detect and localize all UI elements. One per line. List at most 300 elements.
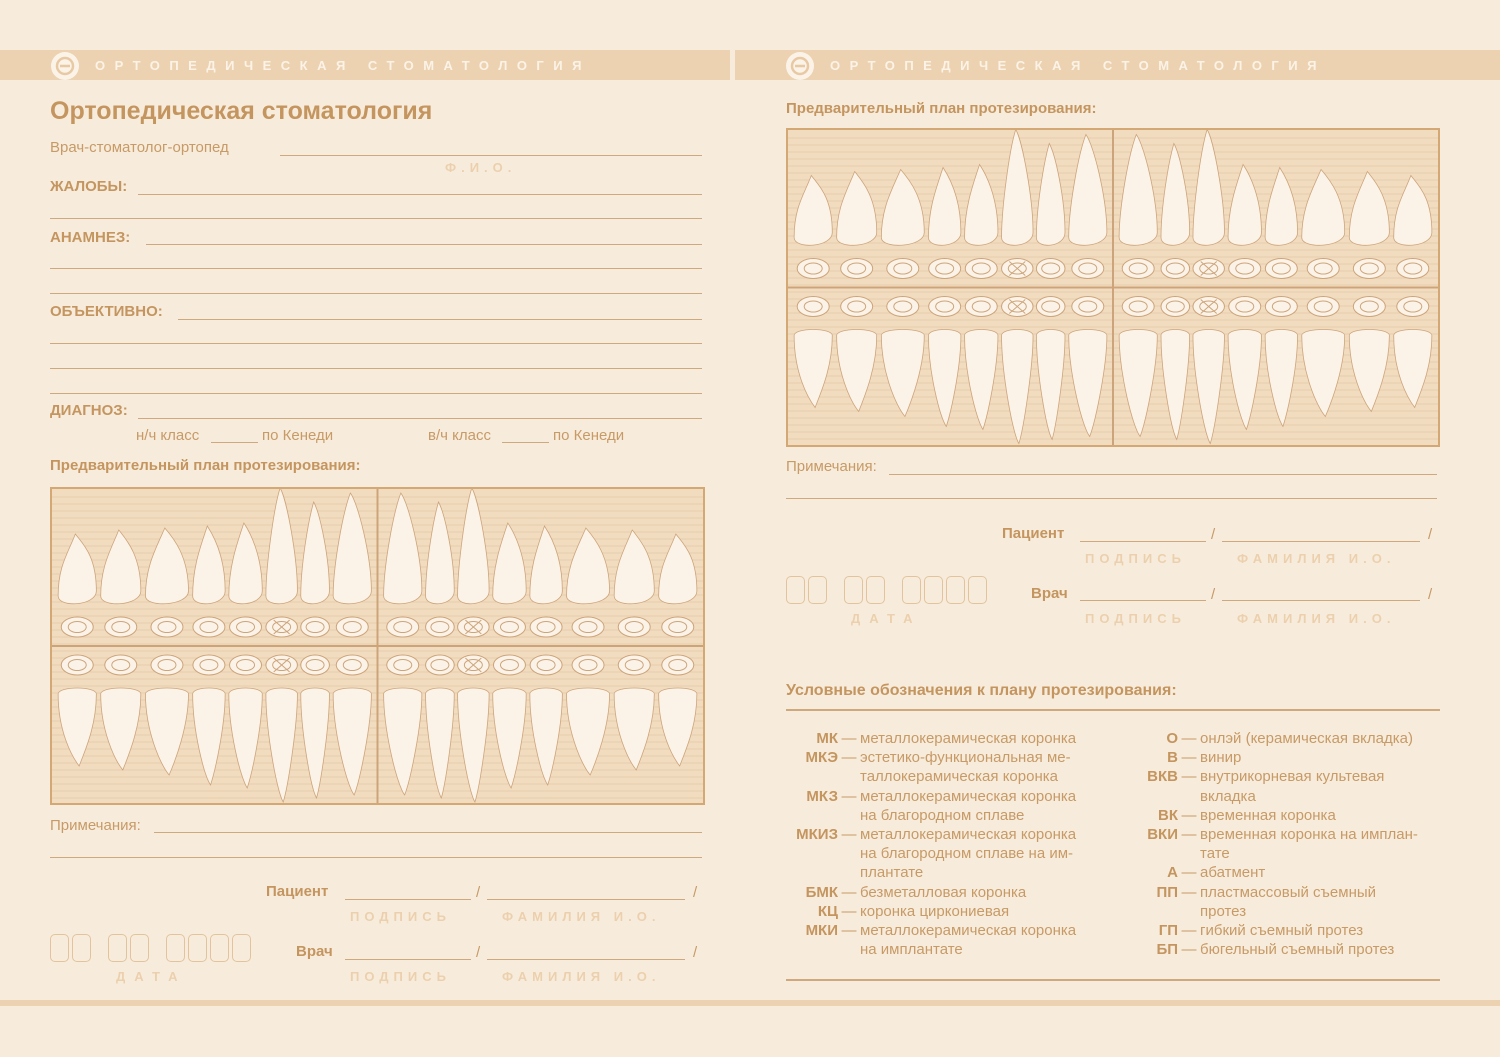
legend-dash: — xyxy=(841,922,857,940)
tooth-icon xyxy=(659,688,697,766)
tooth-icon xyxy=(384,688,422,795)
name-caption: ФАМИЛИЯ И.О. xyxy=(1237,551,1396,566)
date-box[interactable] xyxy=(786,576,805,604)
occlusal-icon xyxy=(572,617,604,637)
tooth-icon xyxy=(965,330,998,430)
occlusal-icon xyxy=(1397,297,1429,317)
tooth-icon xyxy=(1265,168,1297,246)
legend-description xyxy=(860,729,1076,748)
occlusal-icon xyxy=(493,617,525,637)
tooth-icon xyxy=(965,165,998,246)
legend-description-line: протез xyxy=(1200,902,1247,920)
doctor-signature-field[interactable] xyxy=(345,959,471,960)
occlusal-icon xyxy=(841,259,873,279)
legend-dash: — xyxy=(841,826,857,844)
occlusal-icon xyxy=(530,655,562,675)
complaints-label: ЖАЛОБЫ: xyxy=(50,178,128,195)
kennedy-label: по Кенеди xyxy=(262,427,334,444)
slash: / xyxy=(476,944,481,961)
occlusal-icon xyxy=(965,259,997,279)
legend-description-line: безметалловая коронка xyxy=(860,883,1027,901)
doctor-name-field[interactable] xyxy=(1222,600,1420,601)
date-box[interactable] xyxy=(188,934,207,962)
notes-field[interactable] xyxy=(889,474,1437,475)
tooth-icon xyxy=(1002,130,1033,245)
occlusal-icon xyxy=(841,297,873,317)
occlusal-icon xyxy=(1353,297,1385,317)
date-box[interactable] xyxy=(844,576,863,604)
anamnesis-field[interactable] xyxy=(50,268,702,269)
tooth-icon xyxy=(1193,130,1224,245)
occlusal-icon xyxy=(230,655,262,675)
legend-description-line: плантате xyxy=(860,864,924,882)
legend-description xyxy=(860,921,1076,959)
occlusal-icon xyxy=(105,617,137,637)
legend-title: Условные обозначения к плану протезирования: xyxy=(786,682,1177,699)
tooth-icon xyxy=(1228,330,1261,430)
legend-item xyxy=(1126,825,1418,863)
tooth-icon xyxy=(333,493,371,604)
occlusal-icon xyxy=(1307,297,1339,317)
occlusal-icon xyxy=(1265,297,1297,317)
dental-chart-svg xyxy=(788,130,1438,445)
legend-dash: — xyxy=(1181,864,1197,882)
occlusal-icon xyxy=(797,297,829,317)
doctor-sign-label: Врач xyxy=(296,943,333,960)
footer-band xyxy=(0,1000,1500,1006)
legend-dash: — xyxy=(1181,883,1197,901)
occlusal-icon xyxy=(1353,259,1385,279)
legend-item xyxy=(1126,940,1418,959)
tooth-icon xyxy=(193,526,225,604)
kennedy-label: по Кенеди xyxy=(553,427,625,444)
occlusal-icon xyxy=(266,617,298,637)
occlusal-icon xyxy=(1002,259,1033,279)
occlusal-icon xyxy=(1122,259,1154,279)
plan-title: Предварительный план протезирования: xyxy=(786,100,1097,117)
date-box[interactable] xyxy=(968,576,987,604)
legend-description xyxy=(1200,748,1241,767)
date-box[interactable] xyxy=(210,934,229,962)
patient-signature-field[interactable] xyxy=(1080,541,1206,542)
objective-field[interactable] xyxy=(50,393,702,394)
plan-title: Предварительный план протезирования: xyxy=(50,457,361,474)
doctor-name-field[interactable] xyxy=(487,959,685,960)
date-box[interactable] xyxy=(166,934,185,962)
legend-item xyxy=(786,729,1076,748)
occlusal-icon xyxy=(61,617,93,637)
date-caption: ДАТА xyxy=(116,969,187,984)
legend-description-line: таллокерамическая коронка xyxy=(860,768,1058,786)
tooth-icon xyxy=(426,502,455,604)
legend-item xyxy=(786,825,1076,883)
legend-dash: — xyxy=(1181,749,1197,767)
tooth-icon xyxy=(614,688,654,770)
occlusal-icon xyxy=(662,617,694,637)
tooth-icon xyxy=(101,530,141,604)
occlusal-icon xyxy=(151,617,183,637)
slash: / xyxy=(1211,526,1216,543)
anamnesis-label: АНАМНЕЗ: xyxy=(50,229,131,246)
occlusal-icon xyxy=(1122,297,1154,317)
slash: / xyxy=(1428,526,1433,543)
tooth-icon xyxy=(1394,176,1432,246)
dental-chart[interactable] xyxy=(50,487,705,805)
legend-description-line: временная коронка xyxy=(1200,806,1336,824)
legend-dash: — xyxy=(1181,826,1197,844)
legend-description-line: на благородном сплаве на им- xyxy=(860,845,1074,863)
occlusal-icon xyxy=(887,259,919,279)
tooth-icon xyxy=(458,489,490,604)
legend-dash: — xyxy=(841,749,857,767)
tooth-icon xyxy=(229,688,262,788)
signature-caption: ПОДПИСЬ xyxy=(1085,551,1186,566)
logo-icon xyxy=(786,52,814,80)
header-band-text-right: ОРТОПЕДИЧЕСКАЯ СТОМАТОЛОГИЯ xyxy=(830,58,1326,73)
occlusal-icon xyxy=(1036,259,1065,279)
legend-abbr: МКЭ xyxy=(805,749,838,767)
tooth-icon xyxy=(301,688,330,798)
legend-description-line: временная коронка на имплан- xyxy=(1200,826,1418,844)
legend-description xyxy=(1200,825,1418,863)
tooth-icon xyxy=(1265,330,1297,427)
legend-description-line: металлокерамическая коронка xyxy=(860,730,1077,747)
occlusal-icon xyxy=(61,655,93,675)
tooth-icon xyxy=(530,526,562,604)
tooth-icon xyxy=(1349,172,1389,246)
occlusal-icon xyxy=(151,655,183,675)
notes-field[interactable] xyxy=(786,498,1437,499)
date-box[interactable] xyxy=(808,576,827,604)
occlusal-icon xyxy=(1265,259,1297,279)
legend-item xyxy=(1126,806,1418,825)
date-box[interactable] xyxy=(130,934,149,962)
legend-description-line: внутрикорневая культевая xyxy=(1200,768,1385,786)
tooth-icon xyxy=(530,688,562,785)
legend-dash: — xyxy=(1181,941,1197,959)
legend-item xyxy=(786,787,1076,825)
patient-name-field[interactable] xyxy=(1222,541,1420,542)
legend-abbr: МКЗ xyxy=(806,787,838,805)
occlusal-icon xyxy=(1072,259,1104,279)
legend-description xyxy=(860,787,1076,825)
legend-item xyxy=(786,902,1076,921)
legend-item xyxy=(1126,863,1418,882)
page-title: Ортопедическая стоматология xyxy=(50,97,433,125)
legend-description-line: коронка циркониевая xyxy=(860,902,1010,920)
occlusal-icon xyxy=(887,297,919,317)
legend-abbr: ПП xyxy=(1156,883,1178,901)
legend-description-line: онлэй (керамическая вкладка) xyxy=(1200,730,1413,747)
legend-right-column xyxy=(1126,729,1418,959)
date-box[interactable] xyxy=(50,934,69,962)
tooth-icon xyxy=(1119,330,1157,437)
legend-description-line: винир xyxy=(1200,749,1242,767)
occlusal-icon xyxy=(1229,259,1261,279)
tooth-icon xyxy=(659,534,697,604)
legend-item xyxy=(1126,767,1418,805)
tooth-icon xyxy=(493,523,526,604)
legend-abbr: БП xyxy=(1156,941,1178,959)
dental-chart[interactable] xyxy=(786,128,1440,447)
occlusal-icon xyxy=(1072,297,1104,317)
occlusal-icon xyxy=(530,617,562,637)
patient-name-field[interactable] xyxy=(487,899,685,900)
notes-label: Примечания: xyxy=(786,458,877,475)
legend-abbr: ВКИ xyxy=(1147,826,1178,844)
tooth-icon xyxy=(928,168,960,246)
legend-left-column xyxy=(786,729,1076,959)
doctor-label: Врач-стоматолог-ортопед xyxy=(50,139,229,156)
legend-item xyxy=(1126,883,1418,921)
legend-abbr: БМК xyxy=(805,883,838,901)
occlusal-icon xyxy=(1193,297,1224,317)
tooth-icon xyxy=(426,688,455,798)
tooth-icon xyxy=(1002,330,1033,444)
legend-abbr: КЦ xyxy=(817,902,838,920)
tooth-icon xyxy=(1036,330,1065,440)
legend-description-line: металлокерамическая коронка xyxy=(860,826,1077,844)
tooth-icon xyxy=(58,534,96,604)
occlusal-icon xyxy=(929,297,961,317)
occlusal-icon xyxy=(301,655,330,675)
tooth-icon xyxy=(266,688,298,802)
legend-dash: — xyxy=(841,883,857,901)
occlusal-icon xyxy=(1229,297,1261,317)
legend-item xyxy=(1126,729,1418,748)
legend-bottom-divider xyxy=(786,979,1440,981)
objective-field[interactable] xyxy=(50,368,702,369)
complaints-field[interactable] xyxy=(50,218,702,219)
legend-dash: — xyxy=(1181,806,1197,824)
legend-dash: — xyxy=(1181,768,1197,786)
legend-abbr: МКИ xyxy=(805,922,838,940)
legend-abbr: МК xyxy=(816,730,838,747)
date-box[interactable] xyxy=(866,576,885,604)
legend-dash: — xyxy=(1181,730,1197,747)
occlusal-icon xyxy=(193,617,225,637)
legend-abbr: ГП xyxy=(1158,922,1178,940)
patient-label: Пациент xyxy=(1002,525,1065,542)
legend-description xyxy=(1200,883,1376,921)
tooth-icon xyxy=(384,493,422,604)
objective-label: ОБЪЕКТИВНО: xyxy=(50,303,163,320)
doctor-name-field[interactable] xyxy=(280,155,702,156)
legend-description-line: металлокерамическая коронка xyxy=(860,922,1077,940)
patient-signature-field[interactable] xyxy=(345,899,471,900)
occlusal-icon xyxy=(336,655,368,675)
date-box[interactable] xyxy=(902,576,921,604)
legend-description-line: гибкий съемный протез xyxy=(1200,922,1364,940)
legend-description-line: тате xyxy=(1200,845,1230,863)
occlusal-icon xyxy=(1307,259,1339,279)
legend-dash: — xyxy=(841,787,857,805)
date-box[interactable] xyxy=(232,934,251,962)
occlusal-icon xyxy=(458,617,490,637)
tooth-icon xyxy=(1119,135,1157,246)
tooth-icon xyxy=(1161,330,1190,440)
name-caption: ФАМИЛИЯ И.О. xyxy=(502,969,661,984)
tooth-icon xyxy=(301,502,330,604)
legend-description xyxy=(1200,729,1413,748)
legend-dash: — xyxy=(1181,922,1197,940)
legend-description xyxy=(860,825,1076,883)
legend-description xyxy=(1200,940,1394,959)
legend-abbr: А xyxy=(1167,864,1178,882)
diagnosis-field[interactable] xyxy=(138,418,702,419)
signature-caption: ПОДПИСЬ xyxy=(1085,611,1186,626)
slash: / xyxy=(1211,586,1216,603)
date-box[interactable] xyxy=(108,934,127,962)
occlusal-icon xyxy=(572,655,604,675)
occlusal-icon xyxy=(426,655,455,675)
legend-item xyxy=(786,921,1076,959)
legend-description-line: на имплантате xyxy=(860,941,963,959)
date-box[interactable] xyxy=(924,576,943,604)
occlusal-icon xyxy=(929,259,961,279)
tooth-icon xyxy=(1069,135,1107,246)
tooth-icon xyxy=(837,172,877,246)
date-caption: ДАТА xyxy=(851,611,922,626)
legend-description xyxy=(1200,863,1265,882)
occlusal-icon xyxy=(493,655,525,675)
tooth-icon xyxy=(145,688,188,775)
occlusal-icon xyxy=(387,617,419,637)
slash: / xyxy=(1428,586,1433,603)
doctor-sign-label: Врач xyxy=(1031,585,1068,602)
notes-field[interactable] xyxy=(154,832,702,833)
legend-abbr: В xyxy=(1167,749,1178,767)
occlusal-icon xyxy=(1397,259,1429,279)
occlusal-icon xyxy=(1002,297,1033,317)
lower-class-label: н/ч класс xyxy=(136,427,200,444)
tooth-icon xyxy=(266,489,298,604)
occlusal-icon xyxy=(1161,259,1190,279)
legend-item xyxy=(786,748,1076,786)
legend-description xyxy=(1200,921,1363,940)
tooth-icon xyxy=(1069,330,1107,437)
occlusal-icon xyxy=(193,655,225,675)
patient-label: Пациент xyxy=(266,883,329,900)
legend-description xyxy=(1200,806,1336,825)
tooth-icon xyxy=(229,523,262,604)
legend-description xyxy=(860,883,1026,902)
tooth-icon xyxy=(881,170,924,246)
legend-description-line: на благородном сплаве xyxy=(860,806,1025,824)
occlusal-icon xyxy=(618,655,650,675)
legend-abbr: ВК xyxy=(1158,806,1178,824)
occlusal-icon xyxy=(458,655,490,675)
tooth-icon xyxy=(881,330,924,417)
tooth-icon xyxy=(1302,330,1345,417)
tooth-icon xyxy=(794,330,832,408)
notes-field[interactable] xyxy=(50,857,702,858)
tooth-icon xyxy=(1228,165,1261,246)
tooth-icon xyxy=(1394,330,1432,408)
date-box[interactable] xyxy=(946,576,965,604)
occlusal-icon xyxy=(105,655,137,675)
occlusal-icon xyxy=(336,617,368,637)
name-caption: ФАМИЛИЯ И.О. xyxy=(502,909,661,924)
legend-description xyxy=(860,902,1009,921)
occlusal-icon xyxy=(266,655,298,675)
legend-description-line: эстетико-функциональная ме- xyxy=(860,749,1071,767)
occlusal-icon xyxy=(797,259,829,279)
occlusal-icon xyxy=(965,297,997,317)
occlusal-icon xyxy=(301,617,330,637)
legend-dash: — xyxy=(841,730,857,747)
occlusal-icon xyxy=(1193,259,1224,279)
tooth-icon xyxy=(614,530,654,604)
legend-item xyxy=(1126,921,1418,940)
tooth-icon xyxy=(101,688,141,770)
tooth-icon xyxy=(928,330,960,427)
tooth-icon xyxy=(493,688,526,788)
legend-description xyxy=(860,748,1071,786)
tooth-icon xyxy=(193,688,225,785)
legend-description-line: металлокерамическая коронка xyxy=(860,787,1077,805)
legend-divider xyxy=(786,709,1440,711)
legend-description xyxy=(1200,767,1384,805)
signature-caption: ПОДПИСЬ xyxy=(350,969,451,984)
tooth-icon xyxy=(1193,330,1224,444)
objective-field[interactable] xyxy=(178,319,702,320)
complaints-field[interactable] xyxy=(138,194,702,195)
occlusal-icon xyxy=(662,655,694,675)
legend-dash: — xyxy=(841,902,857,920)
upper-class-label: в/ч класс xyxy=(428,427,491,444)
dental-chart-svg xyxy=(52,489,703,803)
legend-abbr: О xyxy=(1166,730,1178,747)
date-box[interactable] xyxy=(72,934,91,962)
tooth-icon xyxy=(458,688,490,802)
tooth-icon xyxy=(1302,170,1345,246)
notes-label: Примечания: xyxy=(50,817,141,834)
lower-class-field[interactable] xyxy=(211,442,258,443)
occlusal-icon xyxy=(426,617,455,637)
slash: / xyxy=(693,884,698,901)
signature-caption: ПОДПИСЬ xyxy=(350,909,451,924)
legend-description-line: вкладка xyxy=(1200,787,1256,805)
doctor-signature-field[interactable] xyxy=(1080,600,1206,601)
occlusal-icon xyxy=(1161,297,1190,317)
objective-field[interactable] xyxy=(50,343,702,344)
anamnesis-field[interactable] xyxy=(50,293,702,294)
tooth-icon xyxy=(567,688,610,775)
legend-description-line: пластмассовый съемный xyxy=(1200,883,1377,901)
tooth-icon xyxy=(1349,330,1389,412)
legend-description-line: бюгельный съемный протез xyxy=(1200,941,1395,959)
header-band-text-left: ОРТОПЕДИЧЕСКАЯ СТОМАТОЛОГИЯ xyxy=(95,58,591,73)
tooth-icon xyxy=(837,330,877,412)
legend-item xyxy=(786,883,1076,902)
anamnesis-field[interactable] xyxy=(146,244,702,245)
slash: / xyxy=(693,944,698,961)
diagnosis-label: ДИАГНОЗ: xyxy=(50,402,128,419)
tooth-icon xyxy=(333,688,371,795)
logo-icon xyxy=(51,52,79,80)
legend-abbr: МКИЗ xyxy=(796,826,838,844)
name-caption: ФАМИЛИЯ И.О. xyxy=(1237,611,1396,626)
legend-item xyxy=(1126,748,1418,767)
occlusal-icon xyxy=(1036,297,1065,317)
occlusal-icon xyxy=(618,617,650,637)
fio-caption: Ф.И.О. xyxy=(445,160,517,175)
occlusal-icon xyxy=(230,617,262,637)
occlusal-icon xyxy=(387,655,419,675)
upper-class-field[interactable] xyxy=(502,442,549,443)
tooth-icon xyxy=(794,176,832,246)
